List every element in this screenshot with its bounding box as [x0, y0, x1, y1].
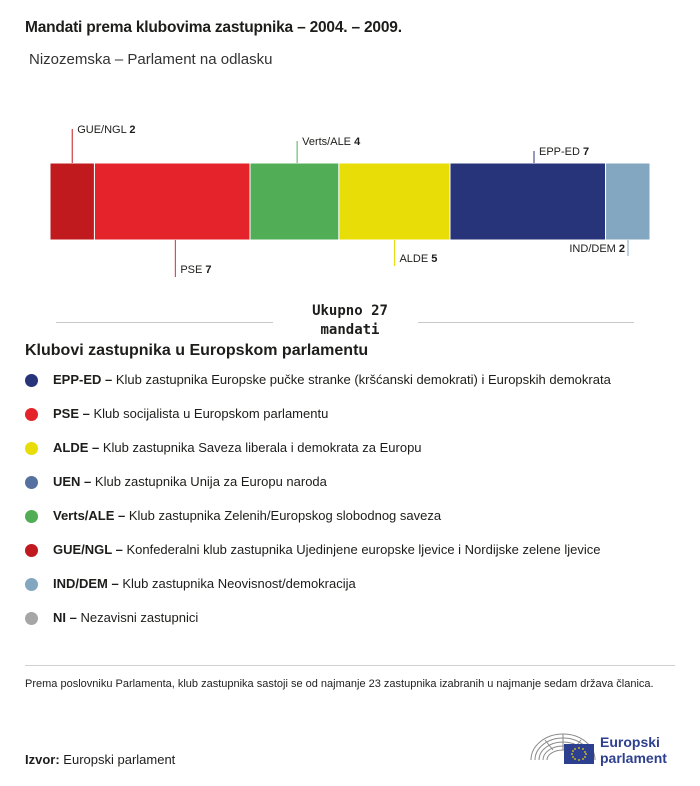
data-label-verts-ale: Verts/ALE 4	[302, 136, 361, 148]
legend-dot-icon	[25, 578, 38, 591]
total-seats-unit: mandati	[320, 322, 380, 338]
legend-description: Klub zastupnika Europske pučke stranke (kršćanski demokrati) i Europskih demokrata	[112, 372, 611, 387]
total-seats	[290, 302, 410, 340]
footnote: Prema poslovniku Parlamenta, klub zastupnika sastoji se od najmanje 23 zastupnika izabranih u najmanje sedam država članica.	[25, 678, 654, 690]
legend-description: Nezavisni zastupnici	[76, 610, 199, 625]
data-label-gue-ngl: GUE/NGL 2	[77, 124, 136, 136]
legend-abbr: ALDE –	[53, 440, 100, 455]
logo-line-2: parlament	[600, 750, 667, 766]
bar-segment-pse	[94, 163, 250, 240]
legend-text	[53, 439, 422, 457]
legend-text	[53, 575, 356, 593]
source-value: Europski parlament	[63, 752, 176, 767]
legend-dot-icon	[25, 408, 38, 421]
bar-segment-gue-ngl	[50, 163, 94, 240]
legend-abbr: GUE/NGL –	[53, 542, 123, 557]
source-label: Izvor:	[25, 752, 60, 767]
logo-text	[600, 734, 667, 766]
data-label-alde: ALDE 5	[399, 253, 438, 265]
data-label-epp-ed: EPP-ED 7	[539, 146, 590, 158]
legend-dot-icon	[25, 544, 38, 557]
european-parliament-logo	[529, 728, 679, 768]
data-label-pse: PSE 7	[180, 264, 212, 276]
bar-segment-epp-ed	[450, 163, 606, 240]
legend-text	[53, 405, 328, 423]
legend-abbr: PSE –	[53, 406, 90, 421]
legend-text	[53, 609, 198, 627]
chart-title: Mandati prema klubovima zastupnika – 2004. – 2009.	[25, 19, 402, 36]
legend-dot-icon	[25, 510, 38, 523]
legend-text	[53, 371, 611, 389]
data-label-ind-dem: IND/DEM 2	[569, 243, 625, 255]
legend-abbr: UEN –	[53, 474, 92, 489]
legend-description: Klub socijalista u Europskom parlamentu	[89, 406, 329, 421]
legend-abbr: IND/DEM –	[53, 576, 119, 591]
legend-dot-icon	[25, 442, 38, 455]
total-divider-left	[56, 322, 273, 323]
source	[25, 752, 175, 767]
legend-description: Klub zastupnika Zelenih/Europskog slobodnog saveza	[125, 508, 442, 523]
total-divider-right	[418, 322, 634, 323]
legend-description: Klub zastupnika Unija za Europu naroda	[91, 474, 327, 489]
chart-subtitle: Nizozemska – Parlament na odlasku	[29, 51, 273, 68]
logo-line-1: Europski	[600, 734, 660, 750]
bar-segment-alde	[339, 163, 450, 240]
legend-abbr: Verts/ALE –	[53, 508, 126, 523]
legend-title: Klubovi zastupnika u Europskom parlamentu	[25, 342, 369, 359]
european-parliament-hemicycle-icon	[529, 728, 599, 768]
bar-segment-ind-dem	[606, 163, 650, 240]
legend-text	[53, 541, 601, 559]
legend-abbr: NI –	[53, 610, 77, 625]
legend-text	[53, 507, 441, 525]
footer-divider	[25, 665, 675, 666]
stacked-bar-chart	[0, 0, 700, 300]
legend-description: Klub zastupnika Saveza liberala i demokrata za Europu	[99, 440, 422, 455]
legend-dot-icon	[25, 612, 38, 625]
legend-abbr: EPP-ED –	[53, 372, 113, 387]
legend-dot-icon	[25, 476, 38, 489]
legend-description: Klub zastupnika Neovisnost/demokracija	[118, 576, 356, 591]
legend-dot-icon	[25, 374, 38, 387]
bar-segment-verts-ale	[250, 163, 339, 240]
legend-text	[53, 473, 327, 491]
legend-description: Konfederalni klub zastupnika Ujedinjene europske ljevice i Nordijske zelene ljevice	[122, 542, 601, 557]
total-seats-count: Ukupno 27	[312, 303, 388, 319]
